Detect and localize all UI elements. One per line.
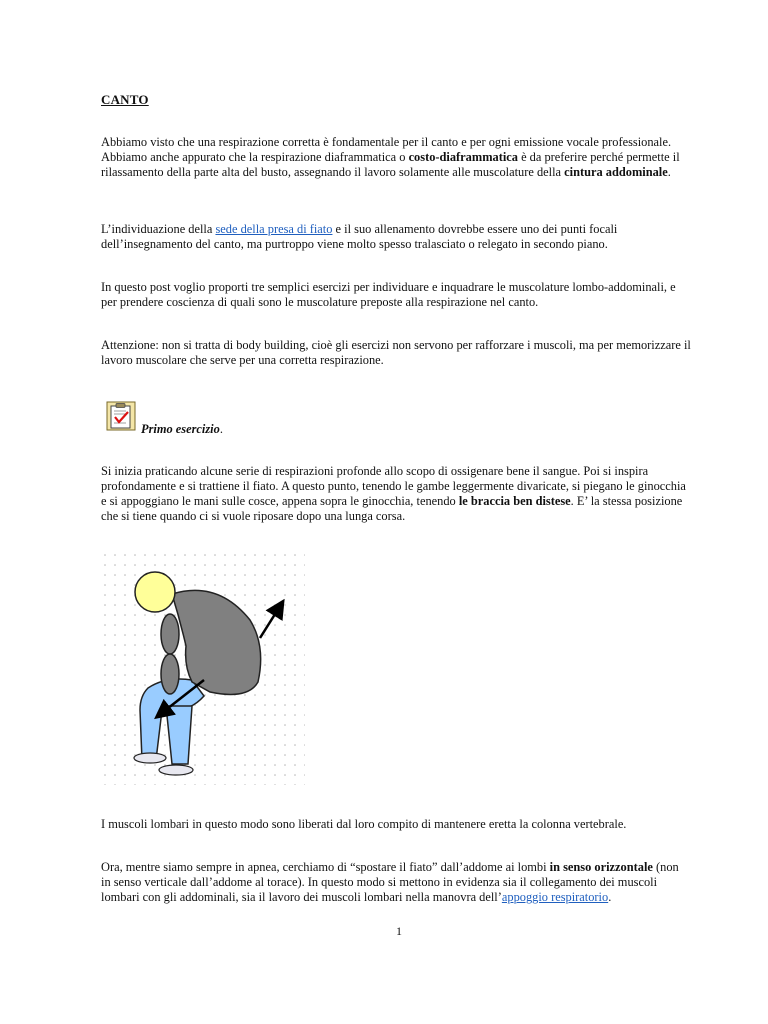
exercise-title-suffix: .: [219, 422, 223, 436]
figure-forearm: [161, 654, 179, 694]
figure-head: [135, 572, 175, 612]
bold-run: in senso orizzontale: [549, 860, 653, 874]
paragraph-attention: Attenzione: non si tratta di body building, cioè gli esercizi non servono per rafforzare i muscoli, ma per memorizzare il lavoro muscolare che serve per una corretta respirazione.: [101, 338, 691, 367]
exercise-title: [141, 422, 223, 437]
figure-upper-arm: [161, 614, 179, 654]
page-number: 1: [396, 924, 402, 938]
text-run: Si inizia praticando alcune serie di respirazioni profonde allo scopo di ossigenare bene il sangue. Poi si inspira profondamente e si trattiene il fiato. A questo punto, tenendo le gambe leggermente divaricate, si piegano le ginocchia e si appoggiano le mani sulle cosce, appena sopra le ginocchia, tenendo: [101, 464, 686, 508]
text-run: Abbiamo visto che una respirazione corretta è fondamentale per il canto e per ogni emissione vocale professionale. Abbiamo anche appurato che la respirazione diaframmatica o: [101, 135, 672, 164]
text-run: è da preferire perché permette il rilassamento della parte alta del busto, assegnando il lavoro solamente alle muscolature della: [101, 150, 680, 179]
text-run: .: [608, 890, 612, 904]
text-run: Ora, mentre siamo sempre in apnea, cerchiamo di “spostare il fiato” dall’addome ai lombi: [101, 860, 550, 874]
paragraph-breath-shift: [101, 860, 691, 905]
text-run: L’individuazione della: [101, 222, 216, 236]
text-run: .: [667, 165, 671, 179]
text-run: (non in senso verticale dall’addome al torace). In questo modo si mettono in evidenza sia il collegamento dei muscoli lombari con gli addominali, sia il lavoro dei muscoli lombari nella manovra dell’: [101, 860, 679, 904]
text-run: e il suo allenamento dovrebbe essere uno dei punti focali dell’insegnamento del canto, ma purtroppo viene molto spesso tralasciato o relegato in secondo piano.: [101, 222, 618, 251]
clipboard-check-icon: [106, 401, 136, 431]
text-run: . E’ la stessa posizione che si tiene quando ci si vuole riposare dopo una lunga corsa.: [101, 494, 683, 523]
link-appoggio-respiratorio[interactable]: appoggio respiratorio: [501, 890, 609, 904]
bold-run: cintura addominale: [564, 165, 668, 179]
paragraph-exercises-intro: In questo post voglio proporti tre semplici esercizi per individuare e inquadrare le muscolature lombo-addominali, e per prendere coscienza di quali sono le muscolature preposte alla respirazione nel canto.: [101, 280, 676, 309]
paragraph-exercise-description: [101, 464, 691, 524]
paragraph-intro: [101, 135, 691, 180]
exercise-title-text: Primo esercizio: [141, 422, 220, 436]
page-title: CANTO: [101, 92, 149, 107]
paragraph-breath-location: [101, 222, 691, 252]
figure-foot-front: [159, 765, 193, 775]
bold-run: costo-diaframmatica: [408, 150, 518, 164]
squat-posture-illustration: [100, 550, 305, 785]
figure-foot-back: [134, 753, 166, 763]
link-sede-presa-fiato[interactable]: sede della presa di fiato: [215, 222, 333, 236]
bold-run: le braccia ben distese: [458, 494, 571, 508]
paragraph-lumbar: I muscoli lombari in questo modo sono liberati dal loro compito di mantenere eretta la colonna vertebrale.: [101, 817, 627, 831]
